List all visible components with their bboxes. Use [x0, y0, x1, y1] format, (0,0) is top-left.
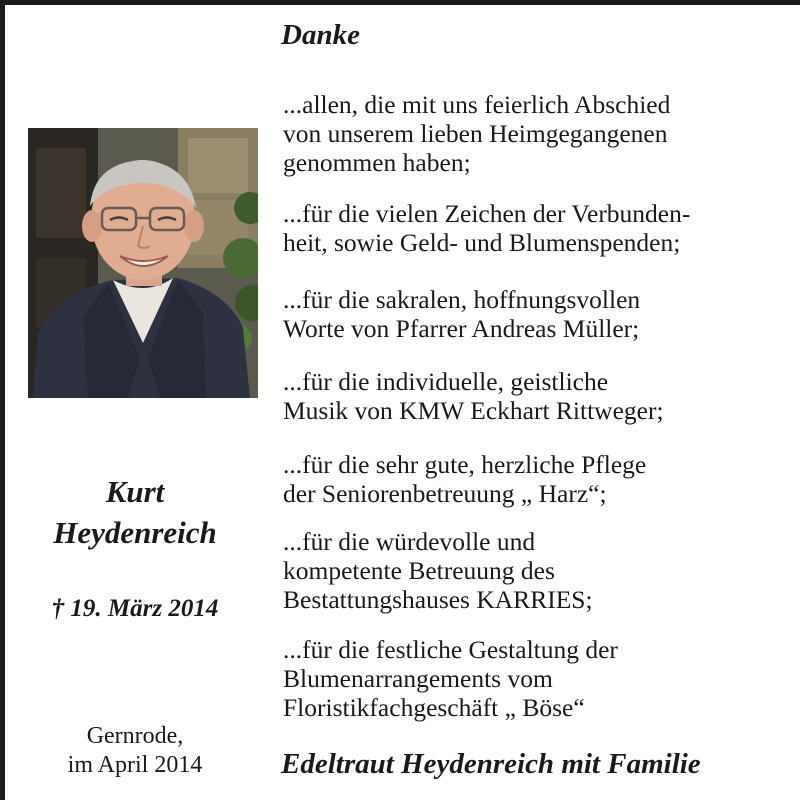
thanks-item: ...für die sehr gute, herzliche Pflege der Seniorenbetreuung „ Harz“;	[283, 450, 647, 508]
deceased-first-name: Kurt	[105, 474, 165, 509]
thanks-item: ...allen, die mit uns feierlich Abschied von unserem lieben Heimgegangenen genommen haben;	[283, 90, 671, 177]
death-date: † 19. März 2014	[51, 595, 219, 622]
thanks-item: ...für die festliche Gestaltung der Blumenarrangements vom Floristikfachgeschäft „ Böse“	[283, 635, 618, 722]
thanks-item: ...für die vielen Zeichen der Verbunden- heit, sowie Geld- und Blumenspenden;	[283, 199, 691, 257]
left-border	[0, 0, 5, 800]
portrait-image	[28, 128, 258, 398]
page-title: Danke	[281, 19, 360, 51]
portrait-photo	[28, 128, 258, 398]
thanks-item: ...für die würdevolle und kompetente Betreuung des Bestattungshauses KARRIES;	[283, 527, 593, 614]
date-text: im April 2014	[67, 752, 203, 778]
signature: Edeltraut Heydenreich mit Familie	[281, 748, 701, 780]
place-and-date	[30, 722, 240, 780]
deceased-last-name: Heydenreich	[53, 515, 217, 550]
top-border	[0, 0, 800, 5]
thanks-item: ...für die sakralen, hoffnungsvollen Worte von Pfarrer Andreas Müller;	[283, 285, 641, 343]
thanks-item: ...für die individuelle, geistliche Musik von KMW Eckhart Rittweger;	[283, 367, 664, 425]
place-text: Gernrode,	[86, 723, 184, 749]
